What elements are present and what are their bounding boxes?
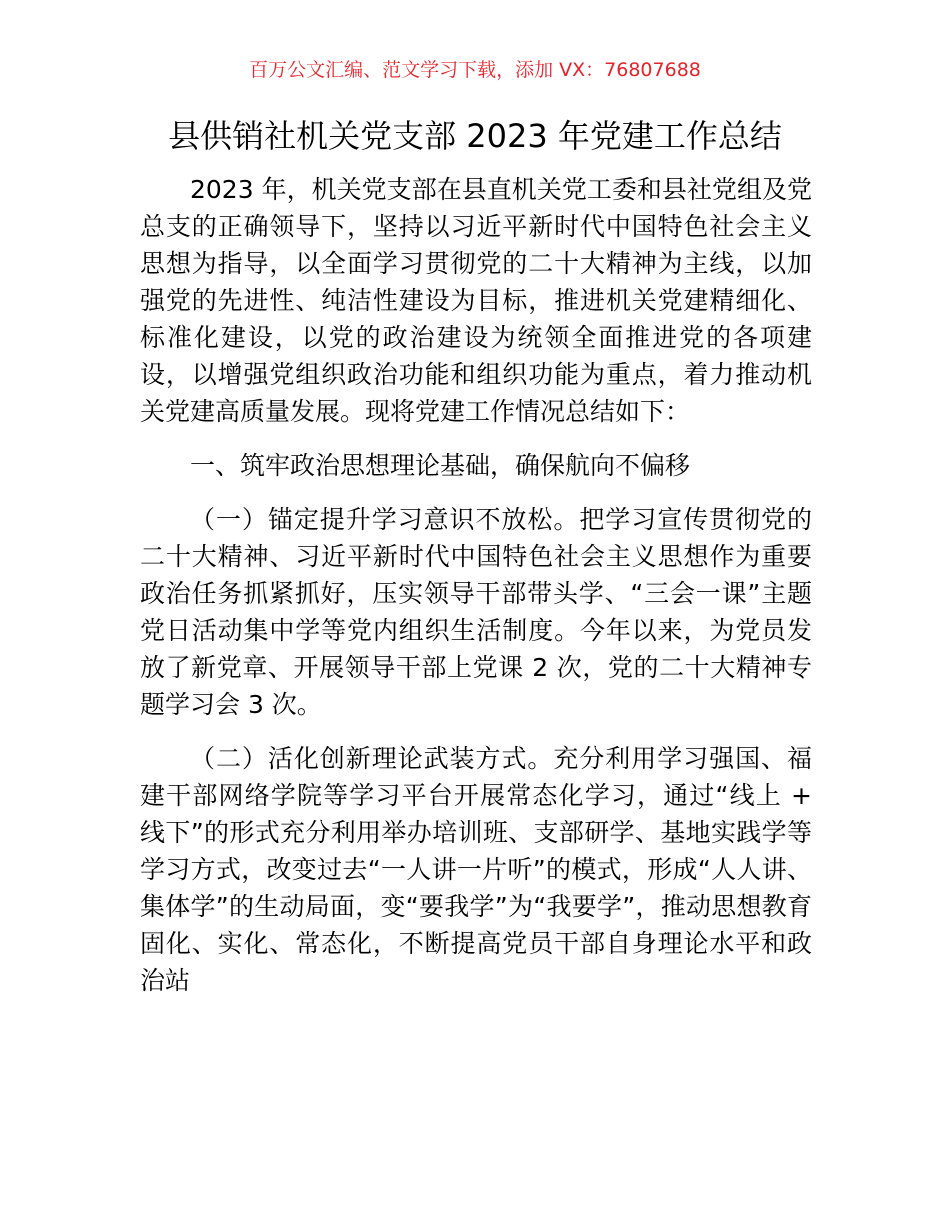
document-body [140,171,812,999]
intro-paragraph: 2023 年，机关党支部在县直机关党工委和县社党组及党总支的正确领导下，坚持以习近平新时代中国特色社会主义思想为指导，以全面学习贯彻党的二十大精神为主线，以加强党的先进性、纯洁性建设为目标，推进机关党建精细化、标准化建设，以党的政治建设为统领全面推进党的各项建设，以增强党组织政治功能和组织功能为重点，着力推动机关党建高质量发展。现将党建工作情况总结如下： [140,175,812,426]
body-paragraph: （一）锚定提升学习意识不放松。把学习宣传贯彻党的二十大精神、习近平新时代中国特色社会主义思想作为重要政治任务抓紧抓好，压实领导干部带头学、“三会一课”主题党日活动集中学等党内组织生活制度。今年以来，为党员发放了新党章、开展领导干部上党课 2 次，党的二十大精神专题学习会 3 次。 [140,505,812,719]
document-title: 县供销社机关党支部 2023 年党建工作总结 [168,117,782,155]
body-paragraph: （二）活化创新理论武装方式。充分利用学习强国、福建干部网络学院等学习平台开展常态化学习，通过“线上 + 线下”的形式充分利用举办培训班、支部研学、基地实践学等学习方式，改变过去“一人讲一片听”的模式，形成“人人讲、集体学”的生动局面，变“要我学”为“我要学”，推动思想教育固化、实化、常态化，不断提高党员干部自身理论水平和政治站 [140,744,812,995]
promo-banner: 百万公文汇编、范文学习下载，添加 VX：76807688 [249,59,701,81]
section-heading: 一、筑牢政治思想理论基础，确保航向不偏移 [190,451,691,480]
